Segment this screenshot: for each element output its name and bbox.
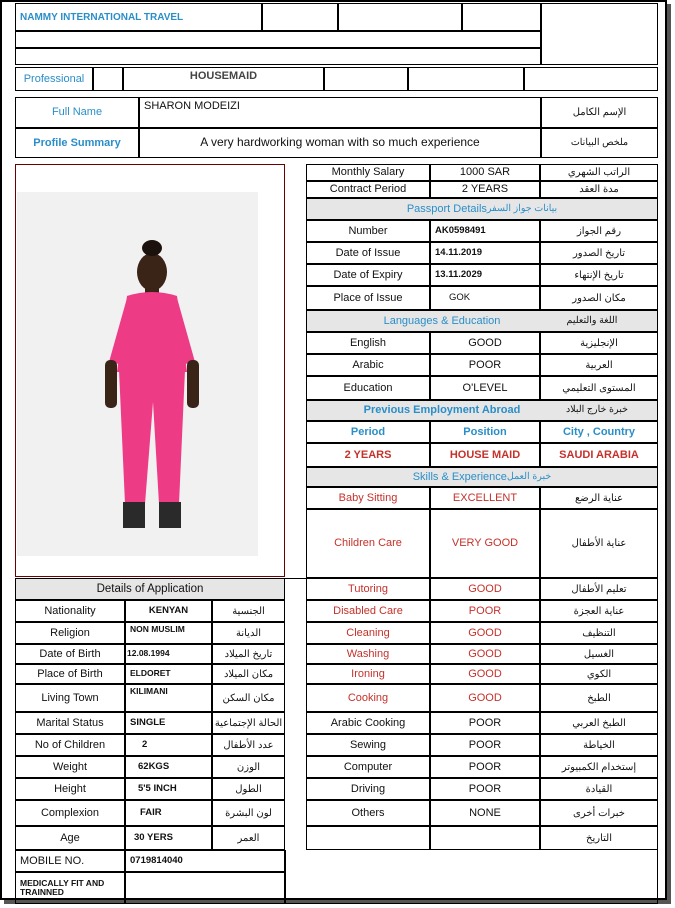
header-row	[15, 48, 541, 65]
skill-label: Baby Sitting	[306, 487, 430, 509]
skill-label: Tutoring	[306, 578, 430, 600]
medical-status: MEDICALLY FIT AND TRAINNED	[15, 872, 125, 904]
education-label: Education	[306, 376, 430, 400]
weight-value: 62KGS	[125, 756, 212, 778]
profile-summary-arabic: ملخص البيانات	[541, 128, 658, 158]
skill-value	[430, 826, 540, 850]
skill-arabic: الخياطة	[540, 734, 658, 756]
skill-arabic: تعليم الأطفال	[540, 578, 658, 600]
marital-label: Marital Status	[15, 712, 125, 734]
age-arabic: العمر	[212, 826, 285, 850]
profile-summary-label: Profile Summary	[15, 128, 139, 158]
weight-arabic: الوزن	[212, 756, 285, 778]
children-label: No of Children	[15, 734, 125, 756]
passport-title-arabic: بيانات جواز السفر	[486, 202, 558, 214]
skill-value: EXCELLENT	[430, 487, 540, 509]
religion-label: Religion	[15, 622, 125, 644]
living-town-label: Living Town	[15, 684, 125, 712]
skills-title-arabic: خبرة العمل	[506, 470, 552, 482]
skill-label: Disabled Care	[306, 600, 430, 622]
skill-value: POOR	[430, 600, 540, 622]
skill-label: Others	[306, 800, 430, 826]
employment-header-position: Position	[430, 421, 540, 443]
living-town-arabic: مكان السكن	[212, 684, 285, 712]
dob-label: Date of Birth	[15, 644, 125, 664]
skill-value: VERY GOOD	[430, 509, 540, 578]
dob-value: 12.08.1994	[125, 644, 212, 664]
age-value: 30 YERS	[125, 826, 212, 850]
skills-section-title	[306, 467, 658, 487]
education-value: O'LEVEL	[430, 376, 540, 400]
date-arabic: التاريخ	[540, 826, 658, 850]
skill-value: GOOD	[430, 664, 540, 684]
arabic-value: POOR	[430, 354, 540, 376]
issue-date-arabic: تاريخ الصدور	[540, 242, 658, 264]
nationality-label: Nationality	[15, 600, 125, 622]
passport-title: Passport Details	[406, 202, 487, 215]
full-name-arabic: الإسم الكامل	[541, 97, 658, 128]
marital-arabic: الحالة الإجتماعية	[212, 712, 285, 734]
skill-value: GOOD	[430, 684, 540, 712]
salary-arabic: الراتب الشهري	[540, 164, 658, 181]
height-value: 5'5 INCH	[125, 778, 212, 800]
complexion-arabic: لون البشرة	[212, 800, 285, 826]
skill-label: Driving	[306, 778, 430, 800]
contract-arabic: مدة العقد	[540, 181, 658, 198]
professional-label: Professional	[15, 67, 93, 91]
mobile-label: MOBILE NO.	[15, 850, 125, 872]
passport-number-label: Number	[306, 220, 430, 242]
skill-label: Computer	[306, 756, 430, 778]
complexion-label: Complexion	[15, 800, 125, 826]
candidate-figure-icon	[17, 192, 258, 556]
expiry-date-label: Date of Expiry	[306, 264, 430, 286]
application-title: Details of Application	[15, 578, 285, 600]
height-label: Height	[15, 778, 125, 800]
skill-value: NONE	[430, 800, 540, 826]
employment-header-period: Period	[306, 421, 430, 443]
skill-label	[306, 826, 430, 850]
divider	[285, 578, 306, 579]
empty-area	[285, 850, 658, 904]
skill-arabic: الكوي	[540, 664, 658, 684]
skill-arabic: التنظيف	[540, 622, 658, 644]
children-arabic: عدد الأطفال	[212, 734, 285, 756]
arabic-label: Arabic	[306, 354, 430, 376]
education-arabic: المستوى التعليمي	[540, 376, 658, 400]
religion-arabic: الديانة	[212, 622, 285, 644]
skill-arabic: الطبخ	[540, 684, 658, 712]
candidate-photo	[17, 192, 258, 556]
skill-arabic: عناية الأطفال	[540, 509, 658, 578]
english-value: GOOD	[430, 332, 540, 354]
height-arabic: الطول	[212, 778, 285, 800]
arabic-arabic: العربية	[540, 354, 658, 376]
nationality-value: KENYAN	[125, 600, 212, 622]
languages-title-arabic: اللغة والتعليم	[566, 314, 618, 326]
skill-arabic: القيادة	[540, 778, 658, 800]
skill-arabic: عناية الرضع	[540, 487, 658, 509]
skill-label: Cleaning	[306, 622, 430, 644]
skill-label: Sewing	[306, 734, 430, 756]
issue-place-arabic: مكان الصدور	[540, 286, 658, 310]
age-label: Age	[15, 826, 125, 850]
employment-country: SAUDI ARABIA	[540, 443, 658, 467]
nationality-arabic: الجنسية	[212, 600, 285, 622]
skill-label: Arabic Cooking	[306, 712, 430, 734]
skill-arabic: إستخدام الكمبيوتر	[540, 756, 658, 778]
pob-value: ELDORET	[125, 664, 212, 684]
page-shadow	[667, 4, 671, 904]
marital-value: SINGLE	[125, 712, 212, 734]
skill-label: Children Care	[306, 509, 430, 578]
dob-arabic: تاريخ الميلاد	[212, 644, 285, 664]
skill-label: Cooking	[306, 684, 430, 712]
spacer-cell	[408, 67, 524, 91]
profile-summary-value: A very hardworking woman with so much experience	[139, 128, 541, 158]
skill-arabic: خبرات أخرى	[540, 800, 658, 826]
spacer-cell	[324, 67, 408, 91]
pob-label: Place of Birth	[15, 664, 125, 684]
skill-label: Ironing	[306, 664, 430, 684]
expiry-date-arabic: تاريخ الإنتهاء	[540, 264, 658, 286]
skill-value: POOR	[430, 712, 540, 734]
contract-label: Contract Period	[306, 181, 430, 198]
header-cell	[541, 3, 658, 65]
spacer-cell	[125, 872, 285, 904]
issue-date-label: Date of Issue	[306, 242, 430, 264]
issue-place-label: Place of Issue	[306, 286, 430, 310]
header-cell	[338, 3, 462, 31]
full-name-label: Full Name	[15, 97, 139, 128]
skill-value: GOOD	[430, 578, 540, 600]
spacer-cell	[93, 67, 123, 91]
header-cell	[462, 3, 541, 31]
employment-position: HOUSE MAID	[430, 443, 540, 467]
passport-number-value: AK0598491	[430, 220, 540, 242]
expiry-date-value: 13.11.2029	[430, 264, 540, 286]
full-name-value: SHARON MODEIZI	[139, 97, 541, 128]
salary-label: Monthly Salary	[306, 164, 430, 181]
mobile-value: 0719814040	[125, 850, 285, 872]
employment-section-title	[306, 400, 658, 421]
skill-value: POOR	[430, 778, 540, 800]
languages-title: Languages & Education	[383, 314, 501, 327]
religion-value: NON MUSLIM	[125, 622, 212, 644]
spacer-cell	[524, 67, 658, 91]
skill-arabic: الغسيل	[540, 644, 658, 664]
passport-number-arabic: رقم الجواز	[540, 220, 658, 242]
employment-title-arabic: خبرة خارج البلاد	[565, 404, 629, 416]
employment-header-country: City , Country	[540, 421, 658, 443]
skill-label: Washing	[306, 644, 430, 664]
passport-section-title	[306, 198, 658, 220]
agency-name: NAMMY INTERNATIONAL TRAVEL	[15, 3, 262, 31]
issue-date-value: 14.11.2019	[430, 242, 540, 264]
skill-arabic: الطبخ العربي	[540, 712, 658, 734]
weight-label: Weight	[15, 756, 125, 778]
languages-section-title	[306, 310, 658, 332]
employment-period: 2 YEARS	[306, 443, 430, 467]
skill-value: GOOD	[430, 644, 540, 664]
profession: HOUSEMAID	[123, 67, 324, 91]
header-cell	[262, 3, 338, 31]
skill-arabic: عناية العجزة	[540, 600, 658, 622]
contract-value: 2 YEARS	[430, 181, 540, 198]
issue-place-value: GOK	[430, 286, 540, 310]
header-row	[15, 31, 541, 48]
english-arabic: الإنجليزية	[540, 332, 658, 354]
employment-title: Previous Employment Abroad	[363, 404, 521, 417]
skill-value: POOR	[430, 734, 540, 756]
skill-value: POOR	[430, 756, 540, 778]
living-town-value: KILIMANI	[125, 684, 212, 712]
english-label: English	[306, 332, 430, 354]
skills-title: Skills & Experience	[412, 470, 507, 483]
skill-value: GOOD	[430, 622, 540, 644]
salary-value: 1000 SAR	[430, 164, 540, 181]
children-value: 2	[125, 734, 212, 756]
pob-arabic: مكان الميلاد	[212, 664, 285, 684]
complexion-value: FAIR	[125, 800, 212, 826]
